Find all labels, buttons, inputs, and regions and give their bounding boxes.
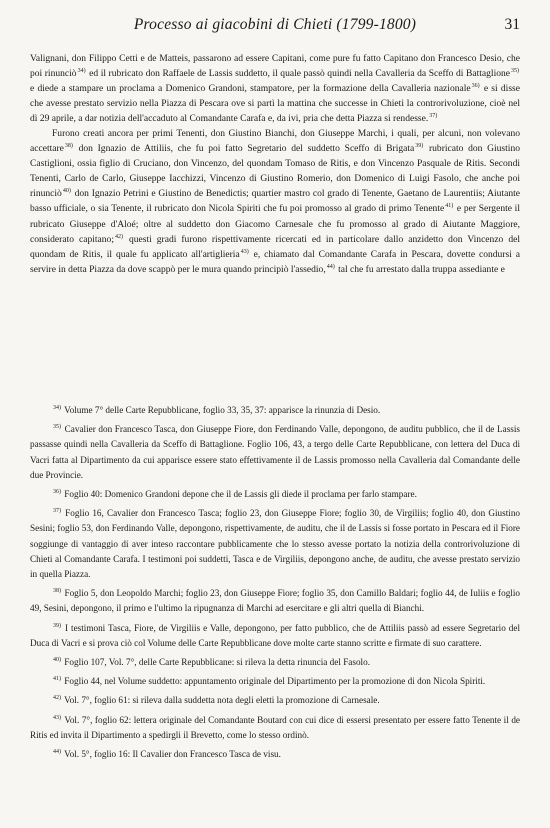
text-span: tal che fu arrestato dalla truppa assediante e [335,263,505,275]
text-span: don Ignazio Petrini e Giustino de Benedictis; quartier mastro col grado di Tenente, Gaetano de Laurentiis; Aiutante basso ufficiale, o sia Tenente, il rubricato don Nicola Spiriti che fu poi promosso al grado di primo Tenente [30,188,520,215]
text-span: ed il rubricato don Raffaele de Lassis suddetto, il quale passò quindi nella Cavalleria da Sceffo di Battaglione [86,68,511,80]
footnote-text: Foglio 16, Cavalier don Francesco Tasca; foglio 23, don Giuseppe Fiore; foglio 30, de Virgiliis; foglio 40, don Giustino Sesini; foglio 53, don Ferdinando Valle, depongono, rispettivamente, de auditu, che il de Lassis si fosse portato in Pescara ed il Fiore soggiunge di vantaggio di aver inteso raccontare pubblicamente che lo stesso avesse portato la notizia della controrivoluzione di Chieti al Comandante Carafa. I testimoni poi suddetti, Tasca e de Virgiliis, depongono anche, de auditu, che avesse prestato servizio in quella Piazza. [30,508,521,580]
footnote-text: Foglio 107, Vol. 7°, delle Carte Repubblicane: si rileva la detta rinuncia del Fasolo. [64,657,370,668]
footnote-text: Vol. 7°, foglio 62: lettera originale del Comandante Boutard con cui dice di essersi presentato per essere fatto Tenente il de Ritis ed invita il Dipartimento a spedirgli il Brevetto, come lo stesso ordinò. [30,714,520,740]
text-span: e si disse che avesse prestato servizio nella Piazza di Pescara ove si partì la mattina che successe in Chieti la controrivoluzione, cioè nel dì 29 aprile, a dar notizia dell'accaduto al Comandante Carafa e, da ivi, pria che detta Piazza si rendesse. [30,83,520,125]
running-title: Processo ai giacobini di Chieti (1799-1800) [133,16,417,33]
footnote-number: 38) [53,588,61,595]
note-ref-44: 44) [326,263,335,270]
note-ref-37: 37) [429,113,438,120]
footnote-35 [30,422,520,483]
footnote-text: Volume 7° delle Carte Repubblicane, foglio 33, 35, 37: apparisce la rinunzia di Desio. [64,405,381,415]
footnote-number: 42) [53,695,61,702]
note-ref-38: 38) [64,143,73,150]
footnote-37 [30,506,520,582]
footnote-41 [30,674,520,689]
text-span: e per Sergente il rubricato Giuseppe d'Aloé; oltre al suddetto don Giacomo Carnesale che fu promosso al grado di Aiutante Maggiore, considerato capitano; [30,203,520,245]
footnote-text: I testimoni Tasca, Fiore, de Virgiliis e Valle, depongono, per fatto pubblico, che de Attiliis passò ad essere Segretario del Duca di Vacri e si prova ciò col Volume delle Carte Repubblicane dove molte carte stanno scritte e firmate di suo carattere. [30,622,520,648]
footnote-44 [30,747,520,762]
text-span: e, chiamato dal Comandante Carafa in Pescara, dovette condursi a servire in detta Piazza da dove scappò per le mura quando principiò l'assedio, [30,248,521,275]
footnote-42 [30,693,520,708]
footnotes [30,403,520,766]
text-span: Furono creati ancora per primi Tenenti, don Giustino Bianchi, don Giuseppe Marchi, i quali, per alcuni, non volevano accettare [30,128,520,155]
page-header [0,16,550,36]
note-ref-42: 42) [114,233,123,240]
text-span: e diede a stampare un proclama a Domenico Grandoni, stampatore, per la formazione della Cavalleria nazionale [30,83,471,95]
page-number: 31 [504,16,520,33]
note-ref-36: 36) [471,83,480,90]
footnote-number: 43) [53,714,61,721]
footnote-number: 41) [53,676,61,683]
footnote-43 [30,713,520,743]
text-span: questi gradi furono rispettivamente ricercati ed in particolare dallo anzidetto don Vincenzo del quondam de Ritis, il quale fu applicato all'artiglieria [30,233,520,260]
paragraph-1 [30,51,520,126]
footnote-text: Vol. 5°, foglio 16: Il Cavalier don Francesco Tasca de visu. [64,749,281,760]
paragraph-2 [30,126,520,276]
note-ref-35: 35) [511,68,520,75]
note-ref-41: 41) [445,203,454,210]
text-span: Valignani, don Filippo Cetti e de Matteis, passarono ad essere Capitani, come pure fu fatto Capitano don Francesco Desio, che poi rinunciò [30,53,520,80]
footnote-number: 34) [53,405,61,411]
footnote-39 [30,621,520,651]
note-ref-34: 34) [77,68,86,75]
footnote-number: 40) [53,657,61,664]
footnote-34 [30,403,520,418]
text-span: don Ignazio de Attiliis, che fu poi fatto Segretario del suddetto Sceffo di Brigata [73,143,415,155]
footnote-40 [30,655,520,670]
footnote-number: 37) [53,508,61,515]
text-span: rubricato don Giustino Castiglioni, ossia figlio di Cruciano, don Vincenzo, del quondam Tomaso de Ritis, e don Vincenzo Pasquale de Ritis. Secondi Tenenti, Carlo de Carlo, Giuseppe Iacchizzi, Vincenzo di Giustino Romerio, don Domenico di Luigi Fasolo, che anche poi rinunciò [30,143,521,200]
footnote-text: Vol. 7°, foglio 61: si rileva dalla suddetta nota degli eletti la promozione di Carnesale. [64,695,380,706]
note-ref-40: 40) [62,188,71,195]
footnote-text: Foglio 44, nel Volume suddetto: appuntamento originale del Dipartimento per la promozione di don Nicola Spiriti. [64,676,486,687]
footnote-text: Cavalier don Francesco Tasca, don Giuseppe Fiore, don Ferdinando Valle, depongono, de auditu pubblico, che il de Lassis passasse quindi nella Cavalleria da Sceffo di Battaglione. Foglio 106, 43, a tergo delle Carte Repubblicane, con lettera del Duca di Vacri fatta al Dipartimento da cui apparisce essere stato effettivamente il de Lassis promosso nella Cavalleria dal Comandante delle due Provincie. [30,424,520,480]
note-ref-39: 39) [415,143,424,150]
footnote-38 [30,586,520,616]
footnote-number: 39) [53,622,61,629]
footnote-36 [30,487,520,502]
footnote-text: Foglio 40: Domenico Grandoni depone che il de Lassis gli diede il proclama per farlo stampare. [64,489,417,500]
footnote-number: 44) [53,749,61,756]
footnote-number: 36) [53,489,61,496]
main-text [30,51,520,277]
note-ref-43: 43) [240,248,249,255]
footnote-text: Foglio 5, don Leopoldo Marchi; foglio 23, don Giuseppe Fiore; foglio 35, don Camillo Baldari; foglio 44, de Iuliis e foglio 49, Sesini, depongono, il primo e l'ultimo la ripugnanza di Marchi ad esercitare e gli altri quella di Bianchi. [30,588,520,614]
footnote-number: 35) [53,424,61,431]
